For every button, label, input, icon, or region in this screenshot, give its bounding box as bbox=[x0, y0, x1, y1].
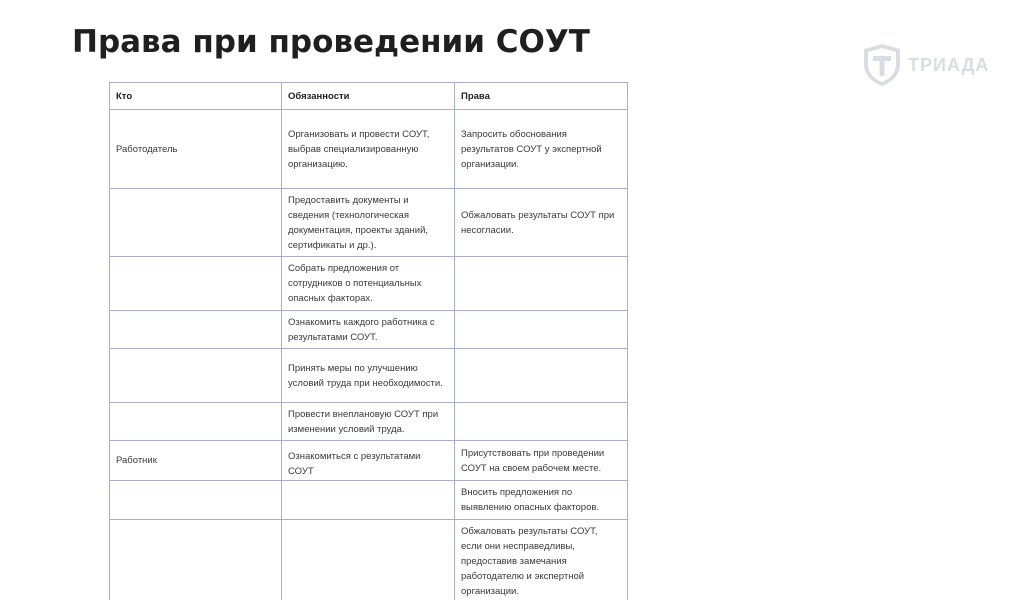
cell-who bbox=[110, 520, 282, 600]
cell-who bbox=[110, 481, 282, 520]
cell-duty bbox=[282, 520, 455, 600]
cell-duty: Предоставить документы и сведения (технологическая документация, проекты зданий, сертификаты и др.). bbox=[282, 189, 455, 257]
table-row bbox=[110, 403, 628, 441]
cell-who bbox=[110, 403, 282, 441]
cell-right bbox=[455, 257, 628, 311]
cell-who bbox=[110, 257, 282, 311]
cell-duty: Организовать и провести СОУТ, выбрав специализированную организацию. bbox=[282, 110, 455, 189]
cell-duty: Собрать предложения от сотрудников о потенциальных опасных факторах. bbox=[282, 257, 455, 311]
slide-title: Права при проведении СОУТ bbox=[72, 24, 590, 60]
cell-who bbox=[110, 311, 282, 349]
cell-right bbox=[455, 311, 628, 349]
table-row bbox=[110, 110, 628, 189]
table-row bbox=[110, 257, 628, 311]
header-who: Кто bbox=[110, 83, 282, 110]
cell-right: Вносить предложения по выявлению опасных факторов. bbox=[455, 481, 628, 520]
cell-duty: Принять меры по улучшению условий труда при необходимости. bbox=[282, 349, 455, 403]
company-logo bbox=[860, 42, 989, 88]
cell-who bbox=[110, 349, 282, 403]
cell-right: Обжаловать результаты СОУТ, если они несправедливы, предоставив замечания работодателю и экспертной организации. bbox=[455, 520, 628, 600]
cell-who: Работник bbox=[110, 441, 282, 481]
header-duties: Обязанности bbox=[282, 83, 455, 110]
cell-duty: Провести внеплановую СОУТ при изменении условий труда. bbox=[282, 403, 455, 441]
cell-right: Присутствовать при проведении СОУТ на своем рабочем месте. bbox=[455, 441, 628, 481]
table-header-row bbox=[110, 83, 628, 110]
table-row bbox=[110, 189, 628, 257]
cell-duty: Ознакомиться с результатами СОУТ bbox=[282, 441, 455, 481]
cell-right bbox=[455, 403, 628, 441]
table-row bbox=[110, 441, 628, 481]
cell-right bbox=[455, 349, 628, 403]
cell-duty bbox=[282, 481, 455, 520]
table-row bbox=[110, 349, 628, 403]
logo-text: ТРИАДА bbox=[908, 54, 990, 75]
cell-duty: Ознакомить каждого работника с результатами СОУТ. bbox=[282, 311, 455, 349]
header-rights: Права bbox=[455, 83, 628, 110]
cell-right: Запросить обоснования результатов СОУТ у экспертной организации. bbox=[455, 110, 628, 189]
table-row bbox=[110, 311, 628, 349]
cell-who bbox=[110, 189, 282, 257]
table-row bbox=[110, 520, 628, 600]
table-row bbox=[110, 481, 628, 520]
cell-who: Работодатель bbox=[110, 110, 282, 189]
cell-right: Обжаловать результаты СОУТ при несогласии. bbox=[455, 189, 628, 257]
rights-table bbox=[109, 82, 628, 600]
shield-t-icon bbox=[860, 42, 904, 88]
